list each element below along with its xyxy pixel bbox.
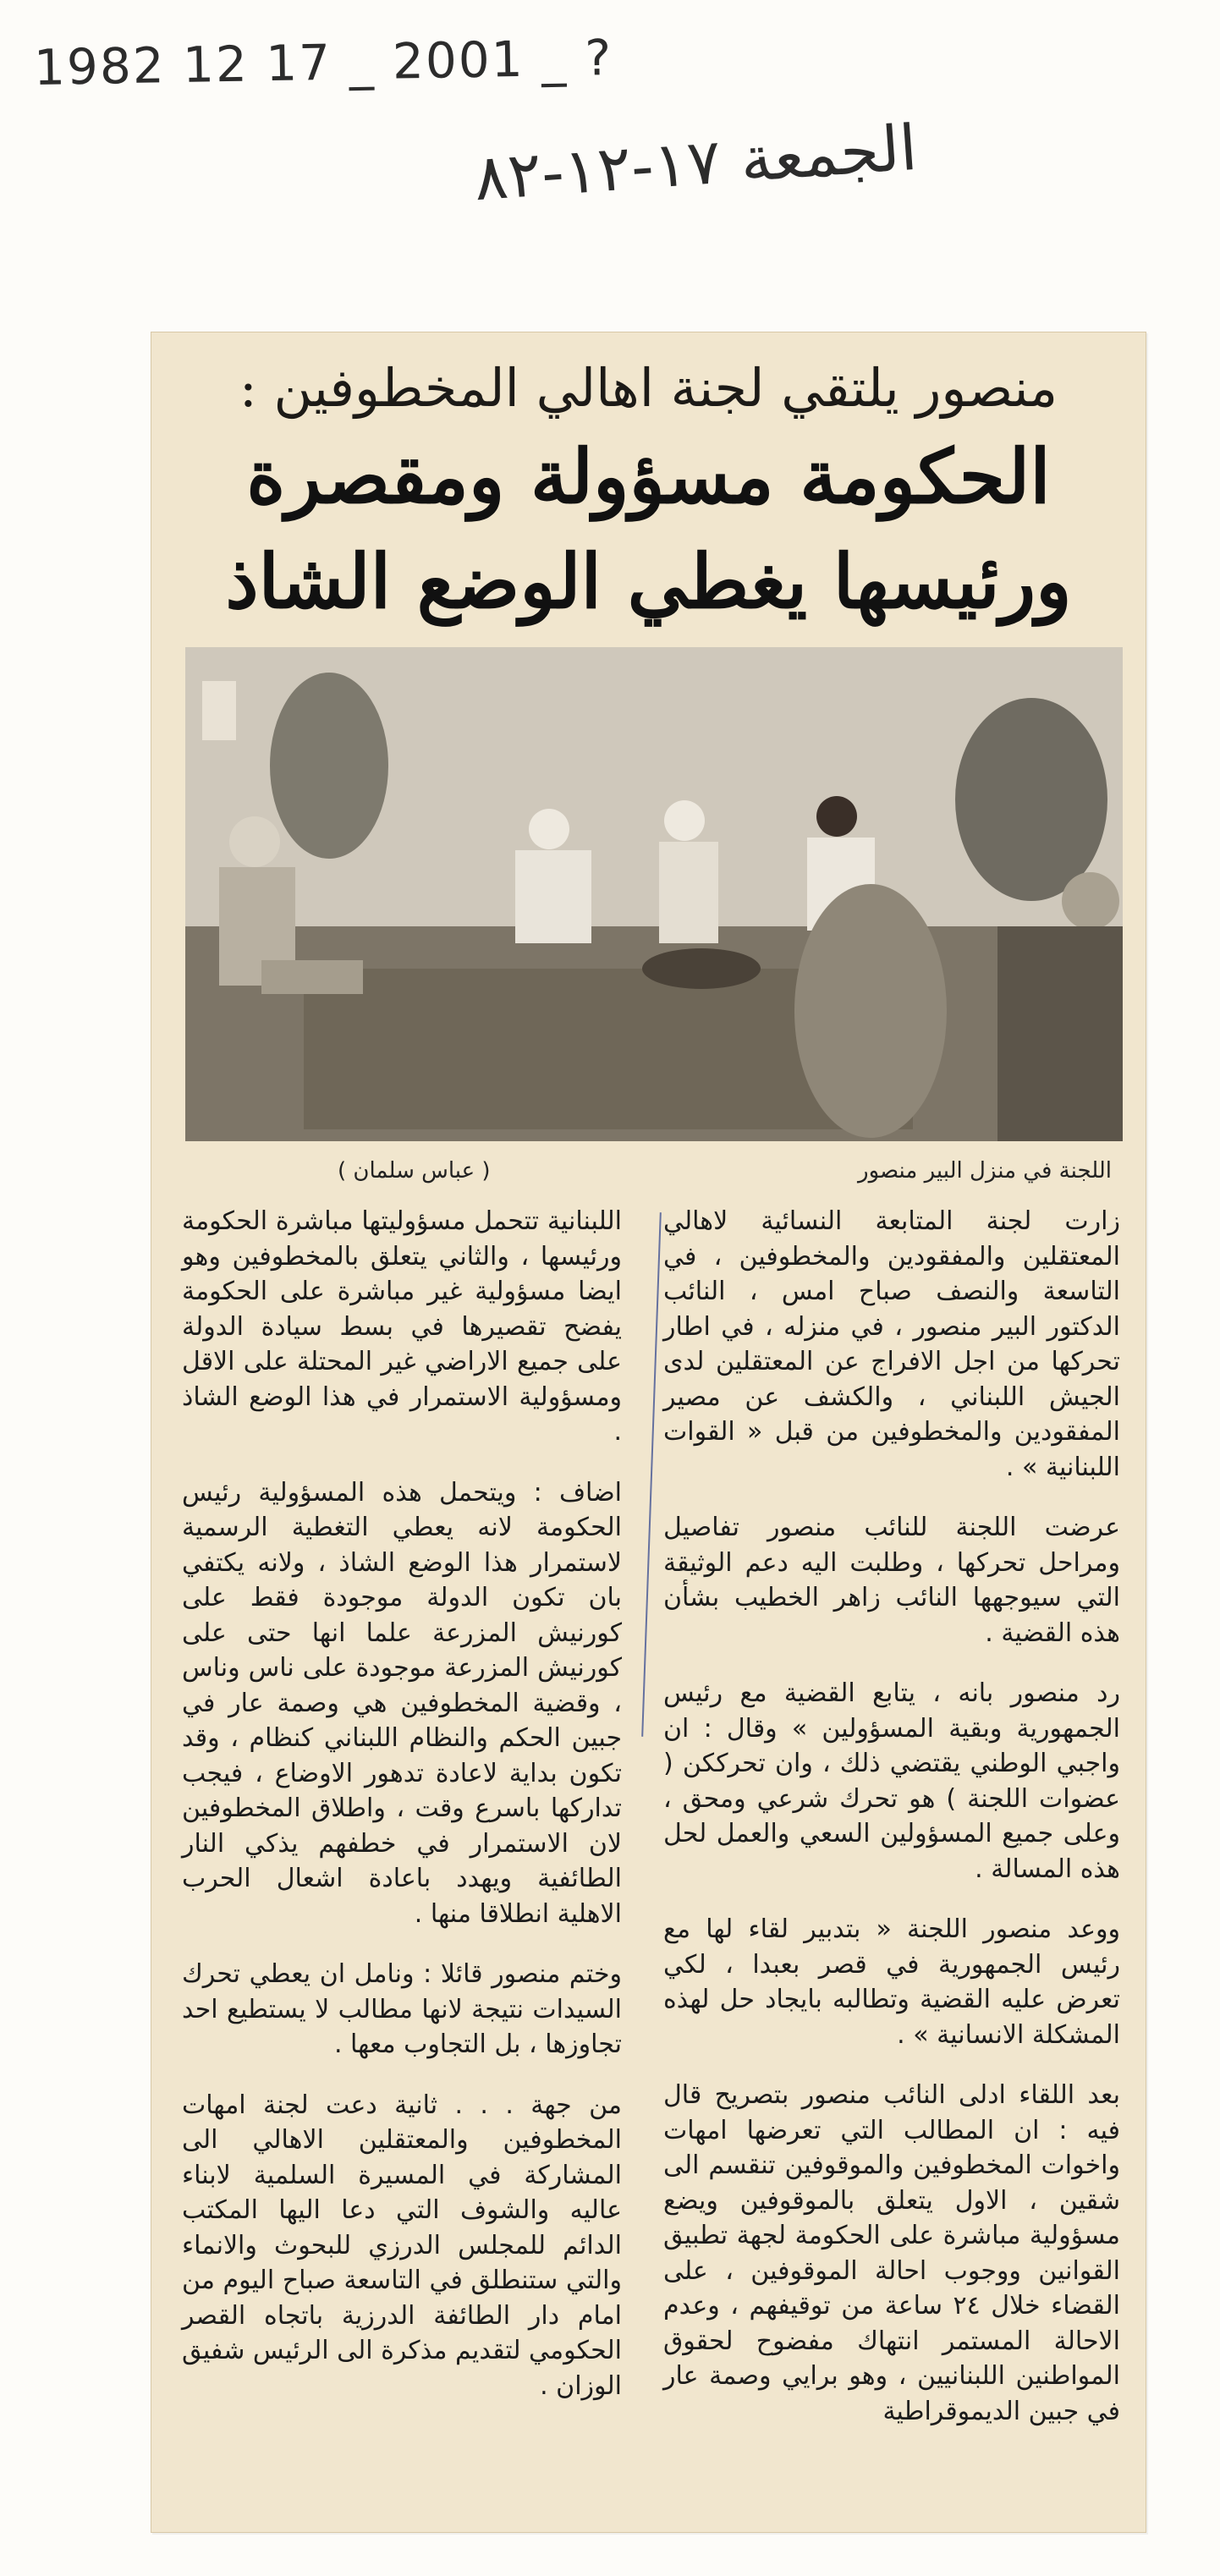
article-kicker: منصور يلتقي لجنة اهالي المخطوفين : [239, 357, 1058, 419]
meeting-photo-illustration [185, 647, 1123, 1141]
article-paragraph: وختم منصور قائلا : ونامل ان يعطي تحرك السيدات نتيجة لانها مطالب لا يستطيع احد تجاوزها ، بل التجاوب معها . [182, 1959, 622, 2059]
headline-line-2: ورئيسها يغطي الوضع الشاذ [225, 537, 1072, 625]
handwritten-reference-number: 1982 12 17 _ 2001 _ ? [33, 29, 613, 96]
article-paragraph: زارت لجنة المتابعة النسائية لاهالي المعتقلين والمفقودين والمخطوفين ، في التاسعة والنصف صباح امس ، النائب الدكتور البير منصور ، في منزله ، في اطار تحركها من اجل الافراج عن المعتقلين لدى الجيش اللبناني ، والكشف عن مصير المفقودين والمخطوفين من قبل « القوات اللبنانية » . [663, 1206, 1120, 1482]
newspaper-clipping [151, 332, 1146, 2533]
headline-block [168, 344, 1129, 634]
photo-caption: اللجنة في منزل البير منصور [858, 1158, 1112, 1184]
article-paragraph: ووعد منصور اللجنة « بتدبير لقاء لها مع رئيس الجمهورية في قصر بعبدا ، لكي تعرض عليه القضية وتطالبه بايجاد حل لهذه المشكلة الانسانية » . [663, 1914, 1120, 2050]
article-paragraph: اضاف : ويتحمل هذه المسؤولية رئيس الحكومة لانه يعطي التغطية الرسمية لاستمرار هذا الوضع الشاذ ، ولانه يكتفي بان تكون الدولة موجودة فقط على كورنيش المزرعة علما انها حتى على كورنيش المزرعة موجودة على ناس وناس ، وقضية المخطوفين هي وصمة عار في جبين الحكم والنظام اللبناني كنظام ، وقد تكون بداية لاعادة تدهور الاوضاع ، فيجب تداركها باسرع وقت ، واطلاق المخطوفين لان الاستمرار في خطفهم يذكي النار الطائفية ويهدد باعادة اشعال الحرب الاهلية انطلاقا منها . [182, 1477, 622, 1929]
article-paragraph: عرضت اللجنة للنائب منصور تفاصيل ومراحل تحركها ، وطلبت اليه دعم الوثيقة التي سيوجهها النائب زاهر الخطيب بشأن هذه القضية . [663, 1513, 1120, 1648]
headline-line-1: الحكومة مسؤولة ومقصرة [246, 432, 1051, 520]
article-column-left [182, 1204, 622, 2429]
handwritten-date: الجمعة ١٧-١٢-٨٢ [471, 111, 920, 216]
pen-mark [641, 1212, 662, 1737]
article-paragraph: اللبنانية تتحمل مسؤوليتها مباشرة الحكومة ورئيسها ، والثاني يتعلق بالمخطوفين وهو ايضا مسؤولية غير مباشرة على الحكومة يفضح تقصيرها في بسط سيادة الدولة على جميع الاراضي غير المحتلة على الاقل ومسؤولية الاستمرار في هذا الوضع الشاذ . [182, 1206, 622, 1447]
article-column-right [663, 1204, 1120, 2454]
article-photo [185, 647, 1123, 1141]
article-paragraph: من جهة . . . ثانية دعت لجنة امهات المخطوفين والمعتقلين الاهالي الى المشاركة في المسيرة السلمية لابناء عاليه والشوف التي دعا اليها المكتب الدائم للمجلس الدرزي للبحوث والانماء والتي ستنطلق في التاسعة صباح اليوم من امام دار الطائفة الدرزية باتجاه القصر الحكومي لتقديم مذكرة الى الرئيس شفيق الوزان . [181, 2090, 622, 2401]
article-paragraph: بعد اللقاء ادلى النائب منصور بتصريح قال فيه : ان المطالب التي تعرضها امهات واخوات المخطوفين والموقوفين تنقسم الى شقين ، الاول يتعلق بالموقوفين ويضع مسؤولية مباشرة على الحكومة لجهة تطبيق القوانين ووجوب احالة الموقوفين ، على القضاء خلال ٢٤ ساعة من توقيفهم ، وعدم الاحالة المستمر انتهاك مفضوح لحقوق المواطنين اللبنانيين ، وهو برايي وصمة عار في جبين الديموقراطية [663, 2080, 1121, 2426]
article-paragraph: رد منصور بانه ، يتابع القضية مع رئيس الجمهورية وبقية المسؤولين » وقال : ان واجبي الوطني يقتضي ذلك ، وان تحرككن ( عضوات اللجنة ) هو تحرك شرعي ومحق ، وعلى جميع المسؤولين السعي والعمل لحل هذه المسالة . [663, 1678, 1120, 1884]
photo-credit: ( عباس سلمان ) [338, 1158, 491, 1184]
